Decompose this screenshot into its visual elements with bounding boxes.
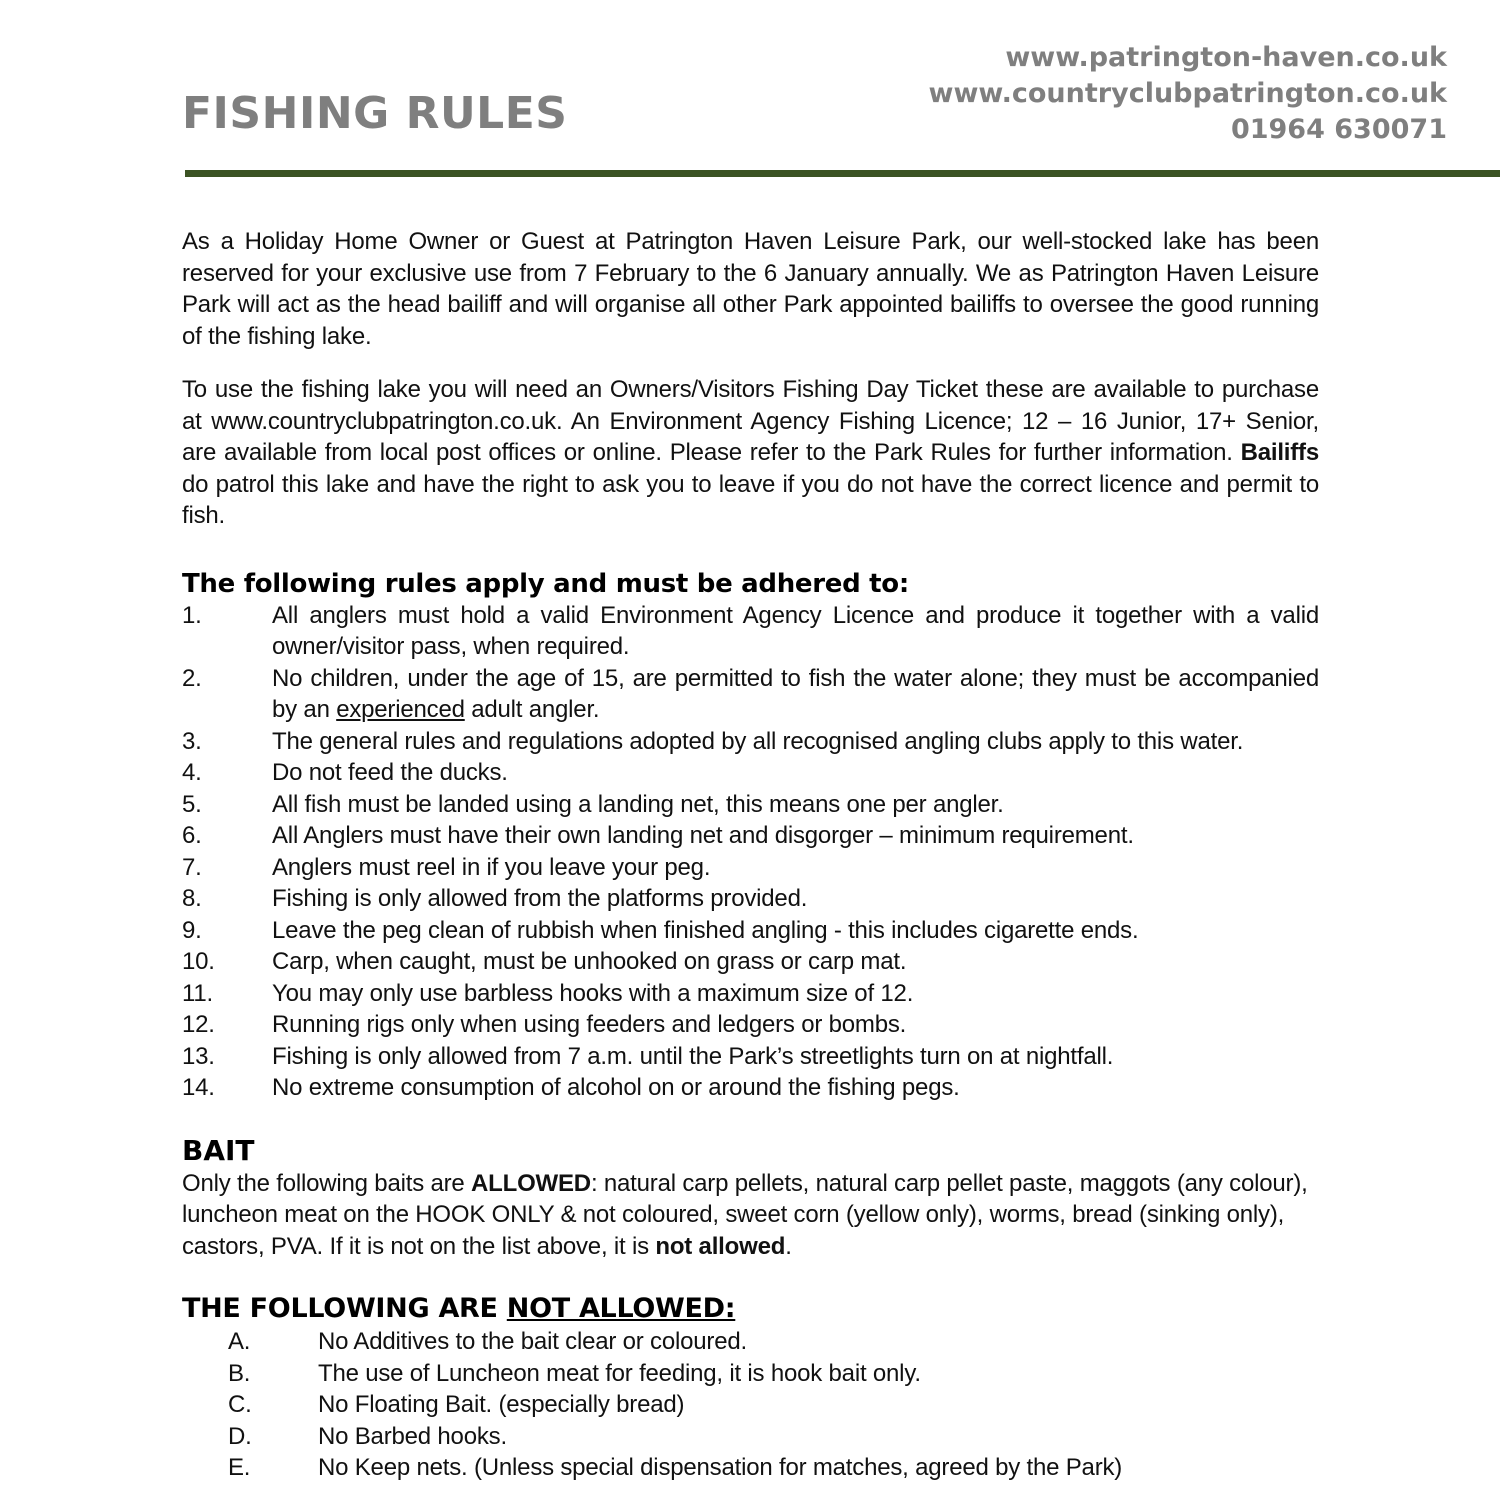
bailiffs-emphasis: Bailiffs (1240, 439, 1319, 466)
not-allowed-item (182, 1326, 1319, 1358)
rule-text: Leave the peg clean of rubbish when finished angling - this includes cigarette ends. (272, 916, 1139, 944)
item-letter: D. (228, 1422, 252, 1450)
bait-paragraph (182, 1168, 1319, 1263)
rule-text: The general rules and regulations adopted by all recognised angling clubs apply to this water. (272, 727, 1244, 755)
experienced-underline: experienced (336, 696, 465, 723)
rule-text: No children, under the age of 15, are permitted to fish the water alone; they must be accompanied by an (272, 664, 1319, 723)
rule-number: 9. (182, 916, 202, 944)
item-text: No Additives to the bait clear or coloured. (318, 1328, 747, 1355)
website-link-country-club[interactable]: www.countryclubpatrington.co.uk (928, 78, 1447, 109)
not-allowed-item (182, 1358, 1319, 1390)
allowed-emphasis: ALLOWED (471, 1169, 591, 1197)
rule-number: 14. (182, 1074, 215, 1101)
rule-number: 8. (182, 885, 202, 912)
rule-item (182, 757, 1319, 789)
rule-number: 4. (182, 759, 202, 786)
rule-number: 2. (182, 664, 202, 692)
not-allowed-heading-underlined: NOT ALLOWED: (506, 1293, 736, 1324)
not-allowed-list (182, 1326, 1319, 1484)
bait-text: Only the following baits are (182, 1169, 472, 1197)
rule-item (182, 978, 1319, 1010)
not-allowed-heading (182, 1292, 1319, 1326)
rule-number: 12. (182, 1011, 215, 1038)
bait-text: . (785, 1232, 792, 1260)
rule-text: Fishing is only allowed from the platforms provided. (272, 885, 808, 912)
rule-item (182, 663, 1319, 726)
intro-paragraph-2 (182, 374, 1319, 532)
document-body (182, 226, 1319, 1484)
rule-text: Anglers must reel in if you leave your peg. (272, 853, 711, 881)
rule-number: 11. (182, 979, 213, 1007)
rule-item (182, 915, 1319, 947)
rule-text: You may only use barbless hooks with a maximum size of 12. (272, 979, 914, 1007)
rule-text: Running rigs only when using feeders and ledgers or bombs. (272, 1011, 907, 1038)
rule-number: 13. (182, 1042, 215, 1070)
intro-text: do patrol this lake and have the right to ask you to leave if you do not have the correct licence and permit to fish. (182, 470, 1319, 529)
rule-number: 3. (182, 727, 202, 755)
rule-item (182, 1041, 1319, 1073)
rule-item (182, 789, 1319, 821)
rule-item (182, 726, 1319, 758)
rule-item (182, 852, 1319, 884)
rules-heading: The following rules apply and must be adhered to: (182, 568, 909, 599)
website-link-patrington-haven[interactable]: www.patrington-haven.co.uk (1005, 42, 1447, 73)
rule-text: Fishing is only allowed from 7 a.m. until the Park’s streetlights turn on at nightfall. (272, 1042, 1114, 1070)
rule-text: All Anglers must have their own landing net and disgorger – minimum requirement. (272, 822, 1134, 849)
rule-text: Do not feed the ducks. (272, 759, 508, 786)
intro-text: To use the fishing lake you will need an Owners/Visitors Fishing Day Ticket these are available to purchase at www.countryclubpatrington.co.uk. An Environment Agency Fishing Licence; 12 – 16 Junior, 17+ Senior, are available from local post offices or online. Please refer to the Park Rules for further information. (182, 376, 1319, 466)
rule-number: 5. (182, 790, 202, 818)
rule-text: Carp, when caught, must be unhooked on grass or carp mat. (272, 948, 907, 975)
intro-paragraph-1: As a Holiday Home Owner or Guest at Patrington Haven Leisure Park, our well-stocked lake has been reserved for your exclusive use from 7 February to the 6 January annually. We as Patrington Haven Leisure Park will act as the head bailiff and will organise all other Park appointed bailiffs to oversee the good running of the fishing lake. (182, 228, 1319, 350)
header-divider (185, 170, 1500, 177)
contact-block (929, 40, 1447, 148)
item-text: No Barbed hooks. (318, 1422, 507, 1450)
rule-item (182, 1009, 1319, 1041)
rule-item (182, 820, 1319, 852)
rule-text: No extreme consumption of alcohol on or around the fishing pegs. (272, 1074, 960, 1101)
item-text: No Floating Bait. (especially bread) (318, 1391, 685, 1418)
rule-number: 1. (182, 601, 202, 629)
rule-item (182, 946, 1319, 978)
item-text: The use of Luncheon meat for feeding, it is hook bait only. (318, 1359, 921, 1387)
rule-number: 7. (182, 853, 202, 881)
item-letter: C. (228, 1391, 252, 1418)
item-letter: B. (228, 1359, 251, 1387)
item-letter: A. (228, 1328, 251, 1355)
rule-number: 10. (182, 948, 215, 975)
not-allowed-item (182, 1421, 1319, 1453)
bait-heading: BAIT (182, 1133, 255, 1167)
item-text: No Keep nets. (Unless special dispensation for matches, agreed by the Park) (318, 1454, 1123, 1481)
rules-list (182, 600, 1319, 1104)
rule-item (182, 1072, 1319, 1104)
not-allowed-emphasis: not allowed (655, 1232, 786, 1260)
not-allowed-item (182, 1452, 1319, 1484)
rule-text: All anglers must hold a valid Environment Agency Licence and produce it together with a valid owner/visitor pass, when required. (272, 601, 1319, 660)
rule-item (182, 883, 1319, 915)
rule-text: All fish must be landed using a landing net, this means one per angler. (272, 790, 1004, 818)
not-allowed-item (182, 1389, 1319, 1421)
rule-number: 6. (182, 822, 202, 849)
rule-item (182, 600, 1319, 663)
rule-text: adult angler. (464, 696, 600, 723)
phone-number: 01964 630071 (1230, 114, 1447, 145)
not-allowed-heading-prefix: THE FOLLOWING ARE (182, 1293, 507, 1324)
item-letter: E. (228, 1454, 251, 1481)
page-title: FISHING RULES (182, 88, 568, 139)
bait-text: : natural carp pellets, natural carp pellet paste, maggots (any colour), luncheon meat on the HOOK ONLY & not coloured, sweet corn (yellow only), worms, bread (sinking only), castors, PVA. If it is not on the list above, it is (182, 1169, 1308, 1260)
